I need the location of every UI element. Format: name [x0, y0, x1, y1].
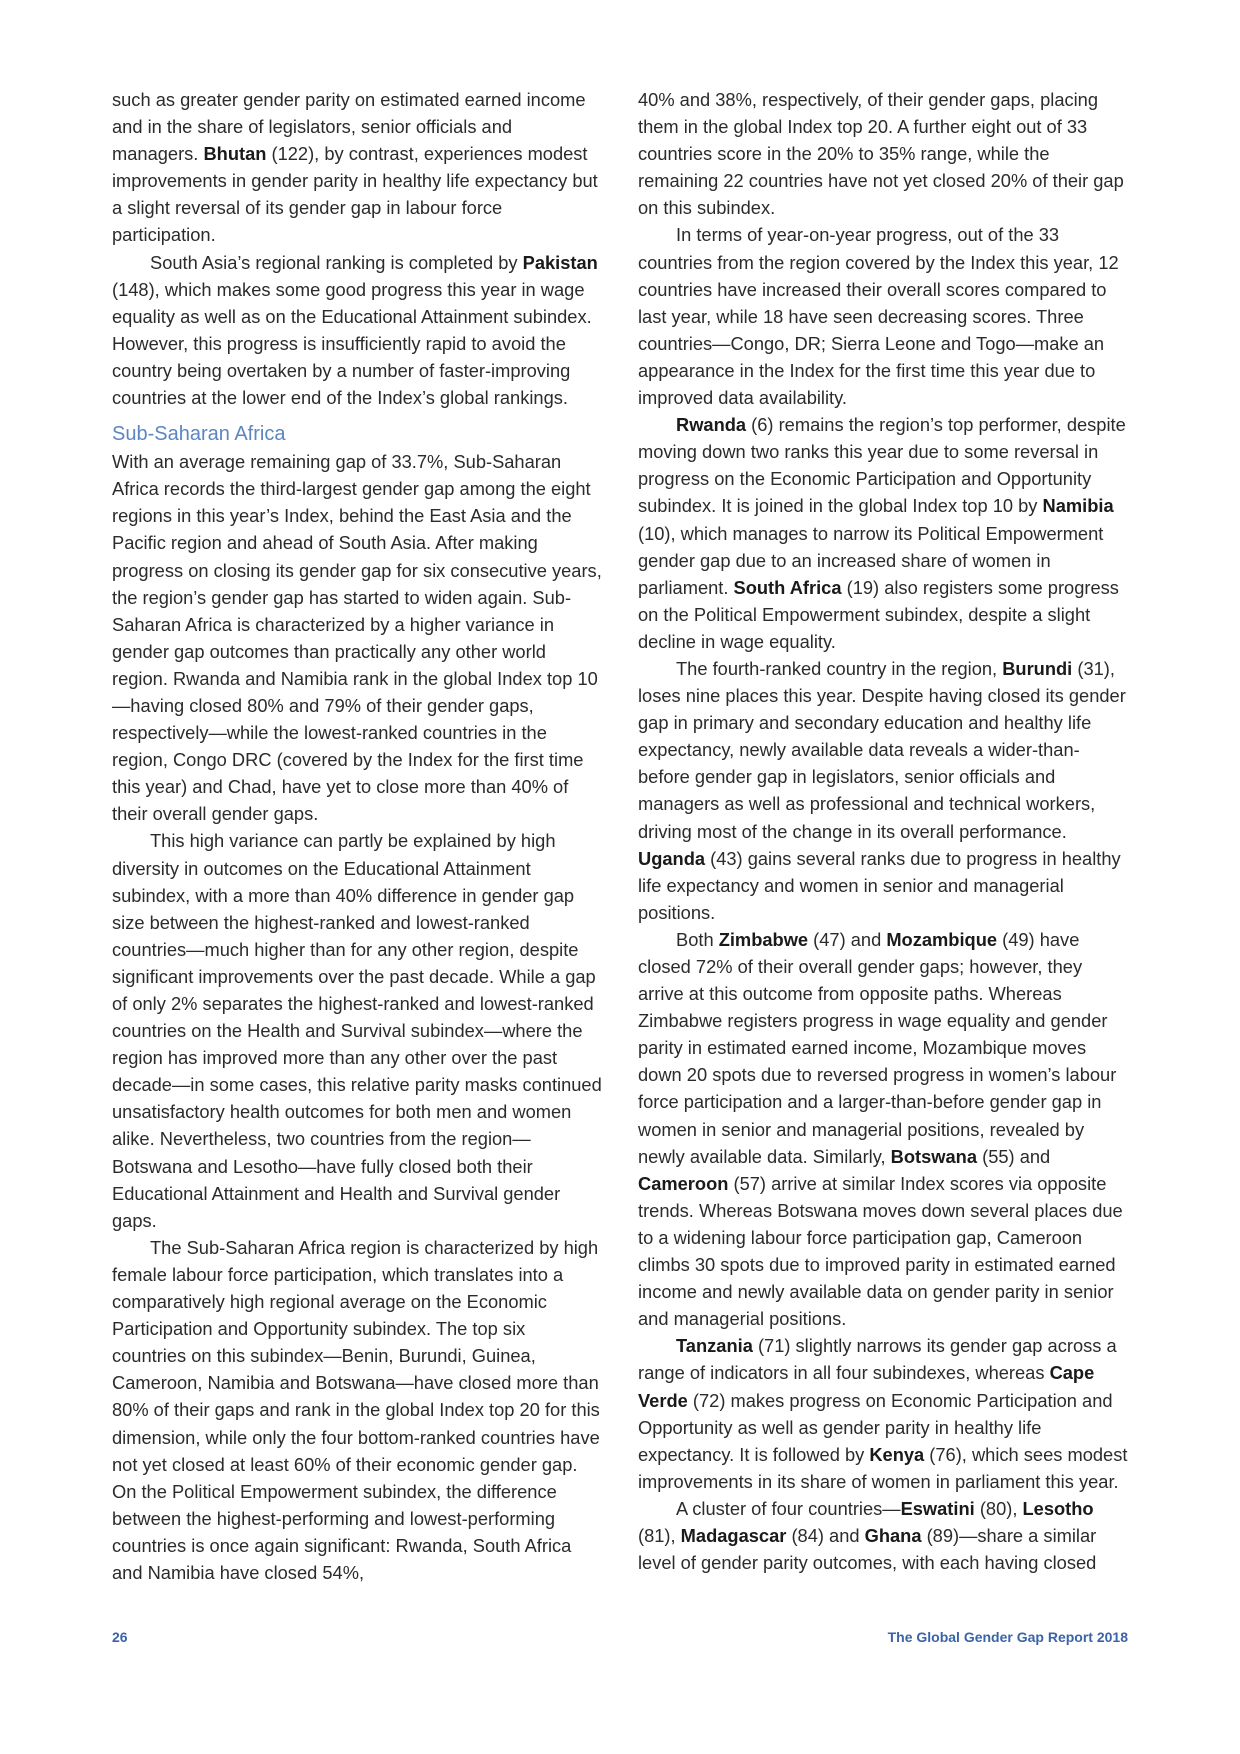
paragraph: A cluster of four countries—Eswatini (80), Lesotho (81), Madagascar (84) and Ghana (89)—share a similar level of gender parity outcomes, with each having closed	[638, 1497, 1097, 1574]
country-name: Rwanda	[676, 414, 747, 436]
paragraph: Both Zimbabwe (47) and Mozambique (49) have closed 72% of their overall gender gaps; however, they arrive at this outcome from opposite paths. Whereas Zimbabwe registers progress in wage equality and gender parity in estimated earned income, Mozambique moves down 20 spots due to reversed progress in women’s labour force participation and a larger-than-before gender gap in women in senior and managerial positions, revealed by newly available data. Similarly, Botswana (55) and Cameroon (57) arrive at similar Index scores via opposite trends. Whereas Botswana moves down several places due to a widening labour force participation gap, Cameroon climbs 30 spots due to improved parity in estimated earned income and newly available data on gender parity in senior and managerial positions.	[638, 928, 1123, 1330]
paragraph: With an average remaining gap of 33.7%, Sub-Saharan Africa records the third-largest gender gap among the eight regions in this year’s Index, behind the East Asia and the Pacific region and ahead of South Asia. After making progress on closing its gender gap for six consecutive years, the region’s gender gap has started to widen again. Sub-Saharan Africa is characterized by a higher variance in gender gap outcomes than practically any other world region. Rwanda and Namibia rank in the global Index top 10—having closed 80% and 79% of their gender gaps, respectively—while the lowest-ranked countries in the region, Congo DRC (covered by the Index for the first time this year) and Chad, have yet to close more than 40% of their overall gender gaps.	[112, 451, 602, 825]
country-name: Bhutan	[203, 143, 267, 165]
paragraph: South Asia’s regional ranking is completed by Pakistan (148), which makes some good progress this year in wage equality as well as on the Educational Attainment subindex. However, this progress is insufficiently rapid to avoid the country being overtaken by a number of faster-improving countries at the lower end of the Index’s global rankings.	[112, 251, 598, 409]
country-name: Namibia	[1042, 495, 1114, 517]
paragraph: The fourth-ranked country in the region, Burundi (31), loses nine places this year. Despite having closed its gender gap in primary and secondary education and healthy life expectancy, newly available data reveals a wider-than-before gender gap in legislators, senior officials and managers as well as professional and technical workers, driving most of the change in its overall performance. Uganda (43) gains several ranks due to progress in healthy life expectancy and women in senior and managerial positions.	[638, 657, 1126, 923]
country-name: Uganda	[638, 847, 706, 869]
country-name: Cape Verde	[638, 1362, 1095, 1411]
country-name: Tanzania	[676, 1335, 753, 1357]
section-heading: Sub-Saharan Africa	[112, 423, 286, 446]
country-name: Burundi	[1002, 657, 1073, 679]
paragraph: Rwanda (6) remains the region’s top performer, despite moving down two ranks this year due to some reversal in progress on the Economic Participation and Opportunity subindex. It is joined in the global Index top 10 by Namibia (10), which manages to narrow its Political Empowerment gender gap due to an increased share of women in parliament. South Africa (19) also registers some progress on the Political Empowerment subindex, despite a slight decline in wage equality.	[638, 414, 1126, 652]
country-name: Lesotho	[1022, 1497, 1094, 1519]
country-name: Kenya	[869, 1443, 925, 1465]
country-name: Botswana	[890, 1145, 978, 1167]
country-name: Cameroon	[638, 1172, 729, 1194]
paragraph: Tanzania (71) slightly narrows its gender gap across a range of indicators in all four subindexes, whereas Cape Verde (72) makes progress on Economic Participation and Opportunity as well as gender parity in healthy life expectancy. It is followed by Kenya (76), which sees modest improvements in its share of women in parliament this year.	[638, 1335, 1128, 1492]
right-column	[638, 86, 1128, 1576]
report-title: The Global Gender Gap Report 2018	[887, 1629, 1128, 1645]
paragraph: such as greater gender parity on estimated earned income and in the share of legislators, senior officials and managers. Bhutan (122), by contrast, experiences modest improvements in gender parity in healthy life expectancy but a slight reversal of its gender gap in labour force participation.	[112, 89, 598, 246]
country-name: Mozambique	[886, 928, 998, 950]
paragraph: This high variance can partly be explained by high diversity in outcomes on the Educational Attainment subindex, with a more than 40% difference in gender gap size between the highest-ranked and lowest-ranked countries—much higher than for any other region, despite significant improvements over the past decade. While a gap of only 2% separates the highest-ranked and lowest-ranked countries on the Health and Survival subindex—where the region has improved more than any other over the past decade—in some cases, this relative parity masks continued unsatisfactory health outcomes for both men and women alike. Nevertheless, two countries from the region—Botswana and Lesotho—have fully closed both their Educational Attainment and Health and Survival gender gaps.	[112, 830, 602, 1231]
country-name: Eswatini	[900, 1497, 975, 1519]
country-name: Pakistan	[522, 251, 598, 273]
country-name: Ghana	[864, 1524, 922, 1546]
paragraph: The Sub-Saharan Africa region is characterized by high female labour force participation, which translates into a comparatively high regional average on the Economic Participation and Opportunity subindex. The top six countries on this subindex—Benin, Burundi, Guinea, Cameroon, Namibia and Botswana—have closed more than 80% of their gaps and rank in the global Index top 20 for this dimension, while only the four bottom-ranked countries have not yet closed at least 60% of their economic gender gap. On the Political Empowerment subindex, the difference between the highest-performing and lowest-performing countries is once again significant: Rwanda, South Africa and Namibia have closed 54%,	[112, 1236, 600, 1583]
country-name: Zimbabwe	[718, 928, 809, 950]
paragraph: 40% and 38%, respectively, of their gender gaps, placing them in the global Index top 20. A further eight out of 33 countries score in the 20% to 35% range, while the remaining 22 countries have not yet closed 20% of their gap on this subindex.	[638, 89, 1124, 219]
paragraph: In terms of year-on-year progress, out of the 33 countries from the region covered by the Index this year, 12 countries have increased their overall scores compared to last year, while 18 have seen decreasing scores. Three countries—Congo, DR; Sierra Leone and Togo—make an appearance in the Index for the first time this year due to improved data availability.	[638, 224, 1119, 409]
country-name: Madagascar	[680, 1524, 787, 1546]
left-column	[112, 86, 602, 1586]
country-name: South Africa	[733, 576, 842, 598]
page-number: 26	[112, 1629, 128, 1645]
